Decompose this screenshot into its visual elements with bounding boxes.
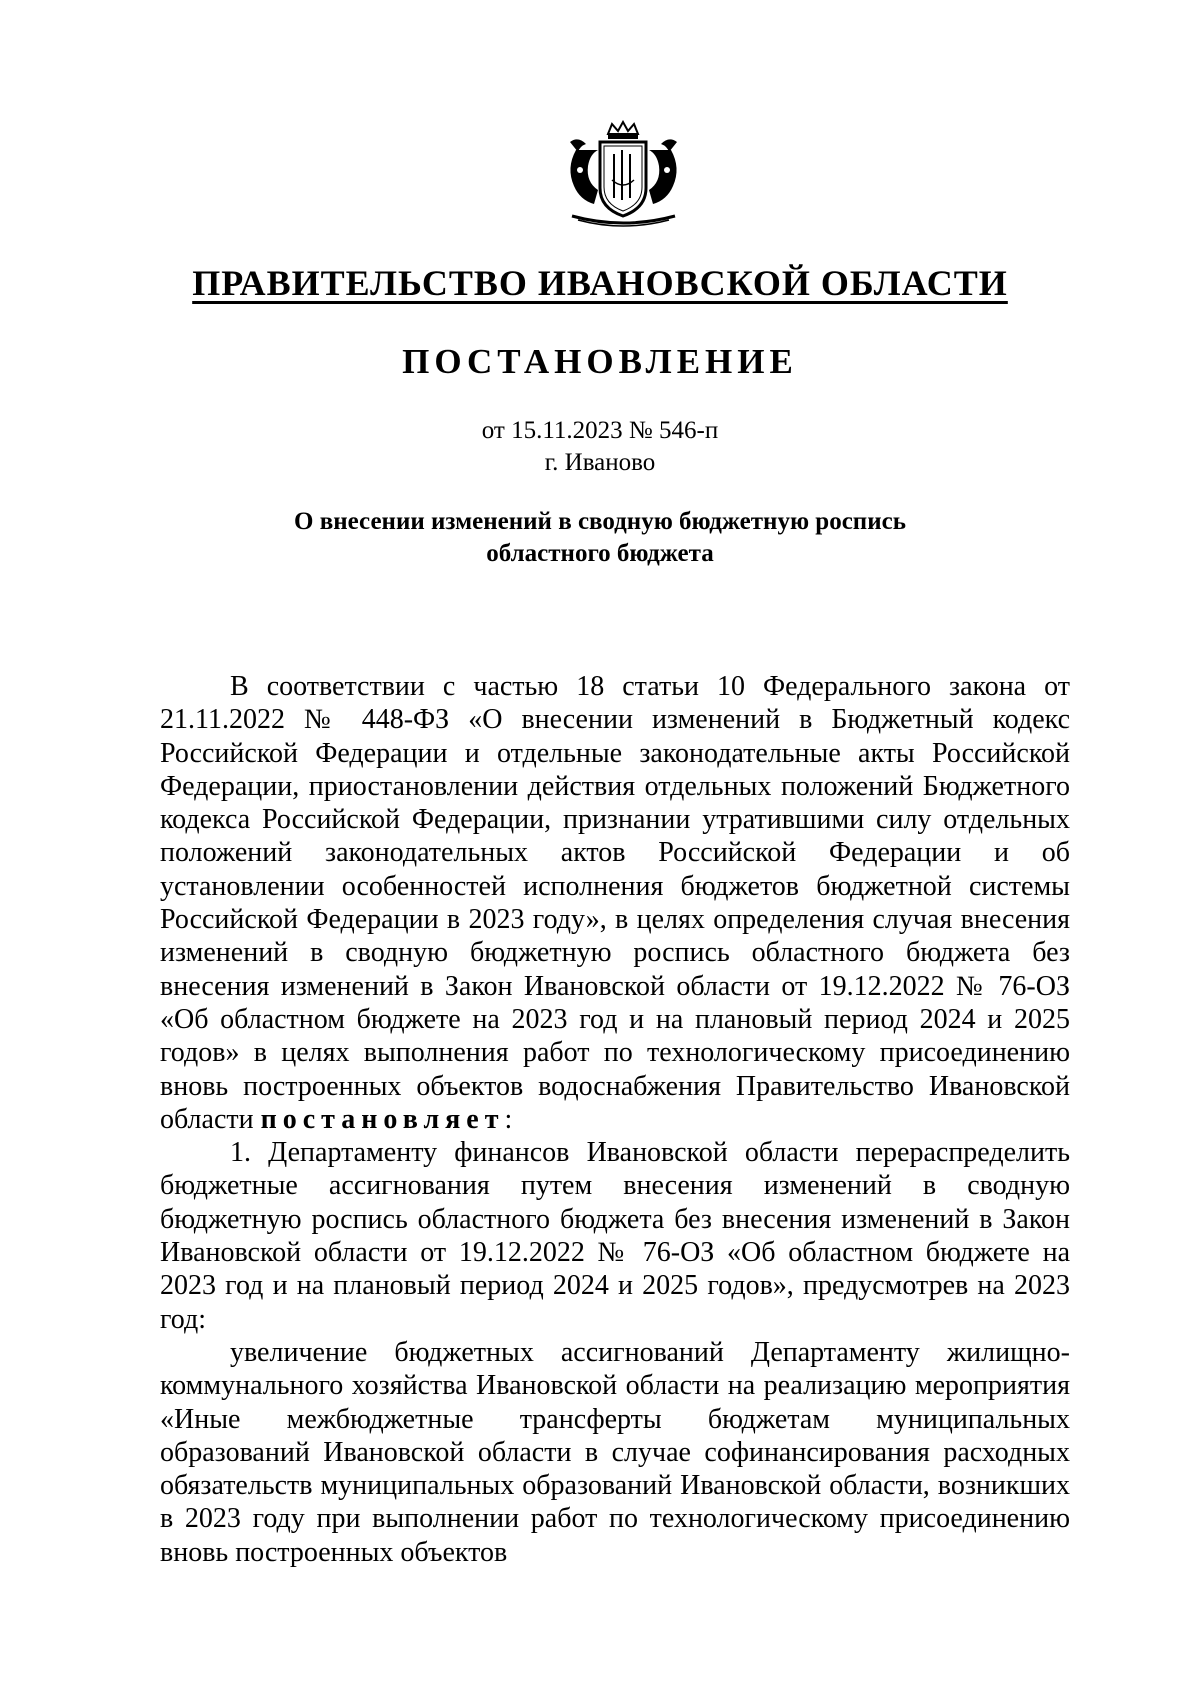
- document-city: г. Иваново: [544, 449, 656, 476]
- subject-line-2: областного бюджета: [486, 540, 714, 567]
- organization-title: [0, 262, 1200, 304]
- subject-line-1: О внесении изменений в сводную бюджетную роспись: [294, 508, 906, 535]
- organization-title-text: ПРАВИТЕЛЬСТВО ИВАНОВСКОЙ ОБЛАСТИ: [192, 263, 1008, 303]
- document-type-heading: ПОСТАНОВЛЕНИЕ: [402, 342, 798, 381]
- paragraph-1-text: В соответствии с частью 18 статьи 10 Федерального закона от 21.11.2022 № 448-ФЗ «О внесении изменений в Бюджетный кодекс Российской Федерации и отдельные законодательные акты Российской Федерации, приостановлении действия отдельных положений Бюджетного кодекса Российской Федерации, признании утратившими силу отдельных положений законодательных актов Российской Федерации и об установлении особенностей исполнения бюджетов бюджетной системы Российской Федерации в 2023 году», в целях определения случая внесения изменений в сводную бюджетную роспись областного бюджета без внесения изменений в Закон Ивановской области от 19.12.2022 № 76-ОЗ «Об областном бюджете на 2023 год и на плановый период 2024 и 2025 годов» в целях выполнения работ по технологическому присоединению вновь построенных объектов водоснабжения Правительство Ивановской области: [160, 671, 1070, 1135]
- body-paragraph-1: [160, 670, 1070, 1136]
- coat-of-arms-icon: [556, 120, 691, 230]
- paragraph-1-end: :: [504, 1103, 513, 1135]
- decree-keyword: постановляет: [260, 1103, 505, 1135]
- document-body: [160, 670, 1070, 1569]
- body-paragraph-2: 1. Департаменту финансов Ивановской области перераспределить бюджетные ассигнования путем внесения изменений в сводную бюджетную роспись областного бюджета без внесения изменений в Закон Ивановской области от 19.12.2022 № 76-ОЗ «Об областном бюджете на 2023 год и на плановый период 2024 и 2025 годов», предусмотрев на 2023 год:: [160, 1137, 1070, 1335]
- document-date-number: от 15.11.2023 № 546-п: [481, 417, 719, 444]
- body-paragraph-3: увеличение бюджетных ассигнований Департаменту жилищно-коммунального хозяйства Ивановской области на реализацию мероприятия «Иные межбюджетные трансферты бюджетам муниципальных образований Ивановской области в случае софинансирования расходных обязательств муниципальных образований Ивановской области, возникших в 2023 году при выполнении работ по технологическому присоединению вновь построенных объектов: [160, 1336, 1070, 1568]
